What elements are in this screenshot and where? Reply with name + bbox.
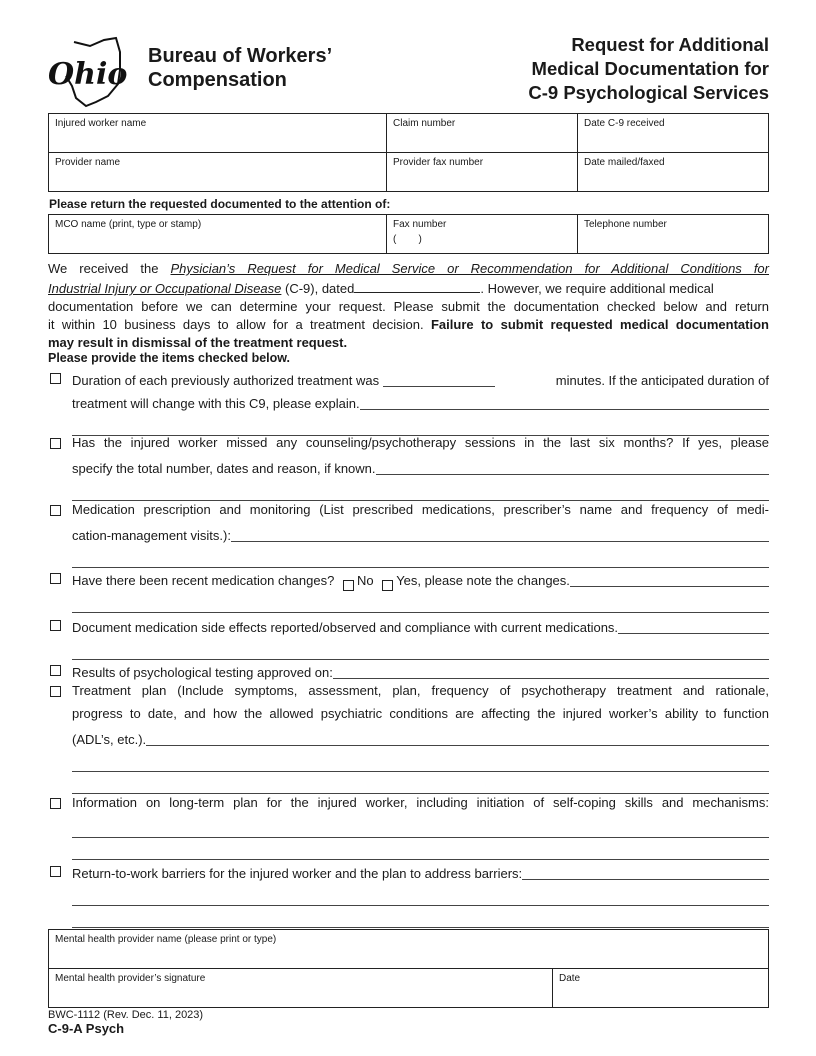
item-text: Treatment plan (Include symptoms, assessment, plan, frequency of psychotherapy treatment and rationale, [72, 683, 769, 698]
minutes-field[interactable] [383, 372, 495, 387]
mco-telephone-field[interactable]: Telephone number [578, 215, 769, 254]
date-mailed-field[interactable]: Date mailed/faxed [578, 153, 769, 192]
answer-line[interactable] [522, 865, 769, 880]
intro-text: . However, we require additional medical [480, 281, 714, 296]
fax-label: Fax number [393, 219, 447, 230]
item-treatment-plan [48, 681, 769, 794]
answer-line[interactable] [376, 460, 769, 475]
answer-line[interactable] [360, 395, 769, 410]
item-text: treatment will change with this C9, please explain. [72, 396, 360, 411]
checkbox[interactable] [50, 438, 61, 449]
answer-line[interactable] [72, 816, 769, 838]
warning-text: Failure to submit requested medical documentation [430, 317, 769, 332]
title-line-3: C-9 Psychological Services [528, 82, 769, 103]
checkbox[interactable] [50, 620, 61, 631]
answer-line[interactable] [618, 619, 769, 634]
agency-name [148, 44, 332, 92]
item-medication-changes [48, 568, 769, 613]
item-text: Return-to-work barriers for the injured worker and the plan to address barriers: [72, 866, 523, 881]
item-text: specify the total number, dates and reason, if known. [72, 461, 376, 476]
fax-area-code: ( ) [393, 234, 422, 245]
form-title-ref: Physician’s Request for Medical Service or Recommendation for Additional Conditions for [170, 261, 769, 276]
provider-name-field[interactable]: Mental health provider name (please print or type) [49, 930, 769, 969]
claim-info-table [48, 113, 769, 192]
checkbox[interactable] [50, 665, 61, 676]
answer-line[interactable] [72, 479, 769, 501]
answer-line[interactable] [231, 527, 769, 542]
item-duration [48, 368, 769, 436]
yes-label: Yes, please note the changes. [396, 573, 570, 588]
answer-line[interactable] [72, 884, 769, 906]
item-missed-sessions [48, 433, 769, 501]
no-checkbox[interactable] [343, 580, 354, 591]
item-text: (ADL’s, etc.). [72, 732, 147, 747]
item-medication [48, 500, 769, 568]
agency-line-2: Compensation [148, 69, 287, 91]
no-label: No [356, 573, 378, 588]
form-title-ref-2: Industrial Injury or Occupational Disease [48, 281, 282, 296]
intro-paragraph [48, 260, 769, 352]
yes-checkbox[interactable] [382, 580, 393, 591]
answer-line[interactable] [333, 664, 769, 679]
answer-line[interactable] [72, 638, 769, 660]
checkbox[interactable] [50, 373, 61, 384]
mco-fax-field[interactable] [387, 215, 578, 254]
ohio-logo [46, 36, 138, 108]
svg-text:Ohio: Ohio [48, 57, 128, 92]
answer-line[interactable] [570, 572, 769, 587]
checkbox[interactable] [50, 505, 61, 516]
item-text: minutes. If the anticipated duration of [552, 373, 769, 388]
agency-line-1: Bureau of Workers’ [148, 45, 333, 67]
signature-field[interactable]: Mental health provider’s signature [49, 969, 553, 1008]
item-text: Information on long-term plan for the injured worker, including initiation of self-coping skills and mechanisms: [72, 795, 769, 810]
signature-date-field[interactable]: Date [553, 969, 769, 1008]
answer-line[interactable] [72, 591, 769, 613]
c9-date-field[interactable] [354, 280, 480, 293]
intro-text: We received the [48, 261, 171, 276]
answer-line[interactable] [72, 546, 769, 568]
form-code: C-9-A Psych [48, 1021, 125, 1036]
mco-table [48, 214, 769, 254]
item-return-to-work [48, 861, 769, 928]
intro-text: documentation before we can determine your request. Please submit the documentation checked below and return [48, 299, 769, 314]
claim-number-field[interactable]: Claim number [387, 114, 578, 153]
answer-line[interactable] [72, 906, 769, 928]
form-title [528, 33, 769, 105]
item-text: Document medication side effects reported/observed and compliance with current medications. [72, 620, 619, 635]
warning-text: may result in dismissal of the treatment request. [48, 335, 348, 350]
answer-line[interactable] [72, 838, 769, 860]
item-long-term-plan [48, 793, 769, 860]
item-text: Medication prescription and monitoring (List prescribed medications, prescriber’s name and frequency of medi- [72, 502, 769, 517]
return-heading: Please return the requested documented to the attention of: [49, 197, 391, 211]
provider-fax-field[interactable]: Provider fax number [387, 153, 578, 192]
provide-heading: Please provide the items checked below. [48, 351, 290, 365]
item-side-effects [48, 615, 769, 660]
checkbox[interactable] [50, 798, 61, 809]
provider-name-field[interactable]: Provider name [49, 153, 387, 192]
item-text: Duration of each previously authorized treatment was [72, 373, 383, 388]
title-line-2: Medical Documentation for [531, 58, 769, 79]
mco-name-field[interactable]: MCO name (print, type or stamp) [49, 215, 387, 254]
injured-worker-name-field[interactable]: Injured worker name [49, 114, 387, 153]
answer-line[interactable] [146, 731, 769, 746]
checkbox[interactable] [50, 866, 61, 877]
answer-line[interactable] [72, 750, 769, 772]
item-testing [48, 660, 769, 683]
item-text: Have there been recent medication changes? [72, 573, 338, 588]
item-text: cation-management visits.): [72, 528, 231, 543]
checkbox[interactable] [50, 573, 61, 584]
item-text: Has the injured worker missed any counseling/psychotherapy sessions in the last six months? If yes, please [72, 435, 769, 450]
title-line-1: Request for Additional [571, 34, 769, 55]
date-c9-received-field[interactable]: Date C-9 received [578, 114, 769, 153]
form-id: BWC-1112 (Rev. Dec. 11, 2023) [48, 1009, 204, 1021]
signature-table [48, 929, 769, 1008]
intro-text: (C-9), dated [281, 281, 355, 296]
checkbox[interactable] [50, 686, 61, 697]
item-text: progress to date, and how the allowed psychiatric conditions are affecting the injured worker’s ability to function [72, 706, 769, 721]
intro-text: it within 10 business days to allow for a treatment decision. [48, 317, 431, 332]
item-text: Results of psychological testing approved on: [72, 665, 333, 680]
answer-line[interactable] [72, 772, 769, 794]
